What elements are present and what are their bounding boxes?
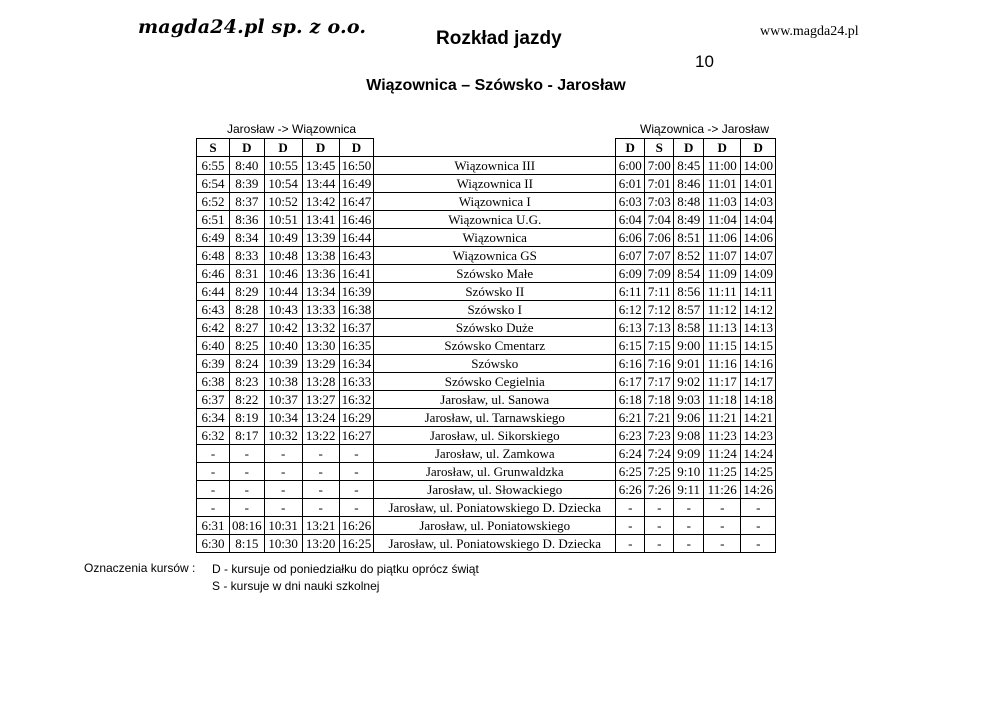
- table-row: [197, 391, 776, 409]
- table-row: [197, 409, 776, 427]
- departure-time-cell: 16:49: [339, 175, 374, 193]
- departure-time-cell: 6:51: [197, 211, 230, 229]
- departure-time-cell: 6:09: [616, 265, 645, 283]
- stop-name-cell: Jarosław, ul. Słowackiego: [374, 481, 616, 499]
- departure-time-cell: -: [302, 463, 339, 481]
- departure-time-cell: 8:45: [674, 157, 704, 175]
- departure-time-cell: 16:37: [339, 319, 374, 337]
- departure-time-cell: 6:49: [197, 229, 230, 247]
- departure-time-cell: 16:39: [339, 283, 374, 301]
- departure-time-cell: 8:56: [674, 283, 704, 301]
- departure-time-cell: 14:06: [741, 229, 776, 247]
- departure-time-cell: 8:15: [230, 535, 265, 553]
- departure-time-cell: 16:41: [339, 265, 374, 283]
- stop-name-cell: Jarosław, ul. Poniatowskiego: [374, 517, 616, 535]
- departure-time-cell: 14:12: [741, 301, 776, 319]
- stop-name-cell: Wiązownica: [374, 229, 616, 247]
- departure-time-cell: 6:30: [197, 535, 230, 553]
- departure-time-cell: 6:24: [616, 445, 645, 463]
- departure-time-cell: 6:55: [197, 157, 230, 175]
- stop-name-cell: Jarosław, ul. Poniatowskiego D. Dziecka: [374, 499, 616, 517]
- stop-name-cell: Wiązownica III: [374, 157, 616, 175]
- departure-time-cell: 13:33: [302, 301, 339, 319]
- departure-time-cell: 6:06: [616, 229, 645, 247]
- departure-time-cell: 8:37: [230, 193, 265, 211]
- departure-time-cell: 13:29: [302, 355, 339, 373]
- departure-time-cell: 14:00: [741, 157, 776, 175]
- departure-time-cell: 14:15: [741, 337, 776, 355]
- departure-time-cell: 6:23: [616, 427, 645, 445]
- departure-time-cell: 13:28: [302, 373, 339, 391]
- departure-time-cell: 7:03: [645, 193, 674, 211]
- departure-time-cell: 13:21: [302, 517, 339, 535]
- table-row: [197, 517, 776, 535]
- departure-time-cell: 7:04: [645, 211, 674, 229]
- direction-label-left: Jarosław -> Wiązownica: [227, 122, 357, 136]
- departure-time-cell: 16:32: [339, 391, 374, 409]
- departure-time-cell: 16:25: [339, 535, 374, 553]
- departure-time-cell: 13:38: [302, 247, 339, 265]
- departure-time-cell: 6:07: [616, 247, 645, 265]
- departure-time-cell: -: [616, 535, 645, 553]
- departure-time-cell: 14:04: [741, 211, 776, 229]
- departure-time-cell: 10:43: [264, 301, 302, 319]
- departure-time-cell: 16:34: [339, 355, 374, 373]
- legend-list: [212, 561, 479, 595]
- table-row: [197, 265, 776, 283]
- stop-name-cell: Szówsko II: [374, 283, 616, 301]
- course-type-header: S: [197, 139, 230, 157]
- departure-time-cell: 11:24: [704, 445, 741, 463]
- departure-time-cell: 10:39: [264, 355, 302, 373]
- departure-time-cell: 7:15: [645, 337, 674, 355]
- departure-time-cell: 6:01: [616, 175, 645, 193]
- document-title: Rozkład jazdy: [436, 28, 562, 49]
- table-row: [197, 445, 776, 463]
- departure-time-cell: 14:07: [741, 247, 776, 265]
- departure-time-cell: 14:18: [741, 391, 776, 409]
- departure-time-cell: -: [616, 499, 645, 517]
- table-row: [197, 481, 776, 499]
- departure-time-cell: 6:42: [197, 319, 230, 337]
- departure-time-cell: 8:40: [230, 157, 265, 175]
- stop-name-cell: Szówsko I: [374, 301, 616, 319]
- departure-time-cell: 10:51: [264, 211, 302, 229]
- departure-time-cell: 10:54: [264, 175, 302, 193]
- departure-time-cell: 14:21: [741, 409, 776, 427]
- departure-time-cell: 6:48: [197, 247, 230, 265]
- departure-time-cell: 13:20: [302, 535, 339, 553]
- departure-time-cell: 7:07: [645, 247, 674, 265]
- departure-time-cell: 11:21: [704, 409, 741, 427]
- departure-time-cell: 7:23: [645, 427, 674, 445]
- departure-time-cell: 8:46: [674, 175, 704, 193]
- departure-time-cell: 16:38: [339, 301, 374, 319]
- departure-time-cell: 14:26: [741, 481, 776, 499]
- departure-time-cell: 10:40: [264, 337, 302, 355]
- departure-time-cell: -: [645, 499, 674, 517]
- departure-time-cell: 14:11: [741, 283, 776, 301]
- departure-time-cell: 6:03: [616, 193, 645, 211]
- departure-time-cell: 10:34: [264, 409, 302, 427]
- departure-time-cell: 7:17: [645, 373, 674, 391]
- departure-time-cell: 6:26: [616, 481, 645, 499]
- legend-item: D - kursuje od poniedziałku do piątku oprócz świąt: [212, 562, 479, 576]
- departure-time-cell: 7:16: [645, 355, 674, 373]
- departure-time-cell: 11:11: [704, 283, 741, 301]
- table-row: [197, 157, 776, 175]
- departure-time-cell: 6:32: [197, 427, 230, 445]
- departure-time-cell: -: [741, 535, 776, 553]
- departure-time-cell: 16:47: [339, 193, 374, 211]
- departure-time-cell: -: [197, 499, 230, 517]
- departure-time-cell: 13:30: [302, 337, 339, 355]
- departure-time-cell: -: [704, 517, 741, 535]
- departure-time-cell: 7:01: [645, 175, 674, 193]
- table-row: [197, 373, 776, 391]
- stop-name-cell: Jarosław, ul. Poniatowskiego D. Dziecka: [374, 535, 616, 553]
- stop-name-cell: Szówsko Duże: [374, 319, 616, 337]
- course-type-header: D: [741, 139, 776, 157]
- departure-time-cell: 10:46: [264, 265, 302, 283]
- departure-time-cell: 6:37: [197, 391, 230, 409]
- course-type-header: D: [674, 139, 704, 157]
- departure-time-cell: 9:09: [674, 445, 704, 463]
- departure-time-cell: -: [230, 481, 265, 499]
- departure-time-cell: -: [264, 499, 302, 517]
- stop-name-cell: Szówsko: [374, 355, 616, 373]
- departure-time-cell: 10:31: [264, 517, 302, 535]
- departure-time-cell: 8:29: [230, 283, 265, 301]
- departure-time-cell: 9:10: [674, 463, 704, 481]
- departure-time-cell: 14:16: [741, 355, 776, 373]
- departure-time-cell: 8:49: [674, 211, 704, 229]
- departure-time-cell: 16:44: [339, 229, 374, 247]
- departure-time-cell: 08:16: [230, 517, 265, 535]
- departure-time-cell: 8:25: [230, 337, 265, 355]
- departure-time-cell: 16:27: [339, 427, 374, 445]
- departure-time-cell: 10:32: [264, 427, 302, 445]
- departure-time-cell: 16:35: [339, 337, 374, 355]
- departure-time-cell: 6:38: [197, 373, 230, 391]
- departure-time-cell: -: [264, 463, 302, 481]
- stop-name-cell: Jarosław, ul. Grunwaldzka: [374, 463, 616, 481]
- departure-time-cell: 6:16: [616, 355, 645, 373]
- departure-time-cell: 10:30: [264, 535, 302, 553]
- departure-time-cell: 11:12: [704, 301, 741, 319]
- departure-time-cell: 13:27: [302, 391, 339, 409]
- departure-time-cell: 6:25: [616, 463, 645, 481]
- stop-name-cell: Jarosław, ul. Sikorskiego: [374, 427, 616, 445]
- departure-time-cell: 6:17: [616, 373, 645, 391]
- table-row: [197, 193, 776, 211]
- departure-time-cell: 8:28: [230, 301, 265, 319]
- departure-time-cell: 11:18: [704, 391, 741, 409]
- departure-time-cell: 6:13: [616, 319, 645, 337]
- departure-time-cell: 14:25: [741, 463, 776, 481]
- departure-time-cell: 11:17: [704, 373, 741, 391]
- table-row: [197, 175, 776, 193]
- course-type-header: D: [616, 139, 645, 157]
- stop-name-cell: Wiązownica I: [374, 193, 616, 211]
- departure-time-cell: -: [230, 463, 265, 481]
- table-row: [197, 301, 776, 319]
- website-url: www.magda24.pl: [760, 24, 859, 39]
- departure-time-cell: 14:23: [741, 427, 776, 445]
- departure-time-cell: 9:11: [674, 481, 704, 499]
- timetable-header-row: [197, 139, 776, 157]
- departure-time-cell: 7:26: [645, 481, 674, 499]
- departure-time-cell: 13:39: [302, 229, 339, 247]
- departure-time-cell: 7:00: [645, 157, 674, 175]
- departure-time-cell: -: [339, 499, 374, 517]
- departure-time-cell: 9:03: [674, 391, 704, 409]
- departure-time-cell: -: [616, 517, 645, 535]
- stop-name-cell: Wiązownica GS: [374, 247, 616, 265]
- departure-time-cell: 13:32: [302, 319, 339, 337]
- departure-time-cell: 16:26: [339, 517, 374, 535]
- table-row: [197, 319, 776, 337]
- table-row: [197, 337, 776, 355]
- departure-time-cell: 8:57: [674, 301, 704, 319]
- departure-time-cell: 6:43: [197, 301, 230, 319]
- departure-time-cell: 8:19: [230, 409, 265, 427]
- departure-time-cell: -: [264, 445, 302, 463]
- departure-time-cell: 8:52: [674, 247, 704, 265]
- departure-time-cell: 10:55: [264, 157, 302, 175]
- departure-time-cell: 6:44: [197, 283, 230, 301]
- departure-time-cell: 6:11: [616, 283, 645, 301]
- departure-time-cell: 11:23: [704, 427, 741, 445]
- departure-time-cell: -: [339, 463, 374, 481]
- departure-time-cell: 6:00: [616, 157, 645, 175]
- departure-time-cell: -: [230, 445, 265, 463]
- departure-time-cell: 14:01: [741, 175, 776, 193]
- departure-time-cell: 14:03: [741, 193, 776, 211]
- departure-time-cell: 9:00: [674, 337, 704, 355]
- table-row: [197, 229, 776, 247]
- direction-label-right: Wiązownica -> Jarosław: [640, 122, 770, 136]
- departure-time-cell: 13:41: [302, 211, 339, 229]
- departure-time-cell: 11:25: [704, 463, 741, 481]
- departure-time-cell: -: [674, 517, 704, 535]
- departure-time-cell: 9:08: [674, 427, 704, 445]
- departure-time-cell: 11:04: [704, 211, 741, 229]
- table-row: [197, 499, 776, 517]
- departure-time-cell: 8:23: [230, 373, 265, 391]
- departure-time-cell: 10:48: [264, 247, 302, 265]
- departure-time-cell: 7:18: [645, 391, 674, 409]
- departure-time-cell: 8:24: [230, 355, 265, 373]
- departure-time-cell: 8:31: [230, 265, 265, 283]
- departure-time-cell: 10:49: [264, 229, 302, 247]
- departure-time-cell: 11:03: [704, 193, 741, 211]
- table-row: [197, 427, 776, 445]
- departure-time-cell: 7:11: [645, 283, 674, 301]
- departure-time-cell: -: [339, 481, 374, 499]
- company-name: magda24.pl sp. z o.o.: [138, 16, 367, 38]
- departure-time-cell: 8:34: [230, 229, 265, 247]
- stop-column-header: [374, 139, 616, 157]
- departure-time-cell: 8:36: [230, 211, 265, 229]
- departure-time-cell: 13:44: [302, 175, 339, 193]
- stop-name-cell: Jarosław, ul. Zamkowa: [374, 445, 616, 463]
- departure-time-cell: 6:21: [616, 409, 645, 427]
- departure-time-cell: 6:15: [616, 337, 645, 355]
- departure-time-cell: 16:33: [339, 373, 374, 391]
- departure-time-cell: 10:38: [264, 373, 302, 391]
- departure-time-cell: -: [197, 481, 230, 499]
- departure-time-cell: 6:31: [197, 517, 230, 535]
- departure-time-cell: 10:44: [264, 283, 302, 301]
- course-type-header: S: [645, 139, 674, 157]
- stop-name-cell: Jarosław, ul. Sanowa: [374, 391, 616, 409]
- departure-time-cell: 16:46: [339, 211, 374, 229]
- stop-name-cell: Jarosław, ul. Tarnawskiego: [374, 409, 616, 427]
- table-row: [197, 535, 776, 553]
- departure-time-cell: 8:48: [674, 193, 704, 211]
- departure-time-cell: -: [645, 535, 674, 553]
- table-row: [197, 283, 776, 301]
- departure-time-cell: 7:09: [645, 265, 674, 283]
- departure-time-cell: -: [339, 445, 374, 463]
- departure-time-cell: 8:27: [230, 319, 265, 337]
- departure-time-cell: -: [741, 517, 776, 535]
- departure-time-cell: 8:17: [230, 427, 265, 445]
- departure-time-cell: 11:07: [704, 247, 741, 265]
- departure-time-cell: 11:06: [704, 229, 741, 247]
- departure-time-cell: 11:13: [704, 319, 741, 337]
- departure-time-cell: 16:29: [339, 409, 374, 427]
- departure-time-cell: 14:13: [741, 319, 776, 337]
- departure-time-cell: -: [674, 535, 704, 553]
- legend-item: S - kursuje w dni nauki szkolnej: [212, 579, 380, 593]
- departure-time-cell: -: [704, 535, 741, 553]
- stop-name-cell: Szówsko Cmentarz: [374, 337, 616, 355]
- course-type-header: D: [339, 139, 374, 157]
- departure-time-cell: 9:02: [674, 373, 704, 391]
- course-type-header: D: [302, 139, 339, 157]
- departure-time-cell: 6:46: [197, 265, 230, 283]
- departure-time-cell: 10:37: [264, 391, 302, 409]
- departure-time-cell: 7:24: [645, 445, 674, 463]
- departure-time-cell: -: [704, 499, 741, 517]
- departure-time-cell: -: [230, 499, 265, 517]
- departure-time-cell: 8:33: [230, 247, 265, 265]
- departure-time-cell: 8:51: [674, 229, 704, 247]
- departure-time-cell: 8:22: [230, 391, 265, 409]
- departure-time-cell: -: [741, 499, 776, 517]
- departure-time-cell: -: [645, 517, 674, 535]
- departure-time-cell: -: [302, 481, 339, 499]
- departure-time-cell: 6:12: [616, 301, 645, 319]
- departure-time-cell: 6:39: [197, 355, 230, 373]
- stop-name-cell: Szówsko Małe: [374, 265, 616, 283]
- departure-time-cell: 6:52: [197, 193, 230, 211]
- departure-time-cell: 6:04: [616, 211, 645, 229]
- departure-time-cell: 9:01: [674, 355, 704, 373]
- departure-time-cell: 13:45: [302, 157, 339, 175]
- departure-time-cell: 9:06: [674, 409, 704, 427]
- departure-time-cell: -: [197, 445, 230, 463]
- departure-time-cell: 13:34: [302, 283, 339, 301]
- legend-label: Oznaczenia kursów :: [84, 561, 196, 575]
- departure-time-cell: 10:52: [264, 193, 302, 211]
- table-row: [197, 463, 776, 481]
- route-title: Wiązownica – Szówsko - Jarosław: [366, 77, 626, 94]
- stop-name-cell: Wiązownica U.G.: [374, 211, 616, 229]
- course-type-header: D: [230, 139, 265, 157]
- departure-time-cell: 7:12: [645, 301, 674, 319]
- departure-time-cell: 13:36: [302, 265, 339, 283]
- departure-time-cell: 6:40: [197, 337, 230, 355]
- timetable: [196, 138, 776, 553]
- table-row: [197, 211, 776, 229]
- departure-time-cell: 16:43: [339, 247, 374, 265]
- departure-time-cell: -: [674, 499, 704, 517]
- departure-time-cell: -: [264, 481, 302, 499]
- departure-time-cell: 8:39: [230, 175, 265, 193]
- departure-time-cell: 11:09: [704, 265, 741, 283]
- table-row: [197, 355, 776, 373]
- departure-time-cell: 7:06: [645, 229, 674, 247]
- departure-time-cell: 10:42: [264, 319, 302, 337]
- departure-time-cell: 6:34: [197, 409, 230, 427]
- departure-time-cell: 13:24: [302, 409, 339, 427]
- departure-time-cell: 14:24: [741, 445, 776, 463]
- departure-time-cell: 14:17: [741, 373, 776, 391]
- departure-time-cell: 11:26: [704, 481, 741, 499]
- departure-time-cell: 7:21: [645, 409, 674, 427]
- departure-time-cell: -: [302, 499, 339, 517]
- departure-time-cell: 6:54: [197, 175, 230, 193]
- departure-time-cell: 11:00: [704, 157, 741, 175]
- departure-time-cell: -: [302, 445, 339, 463]
- departure-time-cell: 8:54: [674, 265, 704, 283]
- stop-name-cell: Wiązownica II: [374, 175, 616, 193]
- departure-time-cell: 11:01: [704, 175, 741, 193]
- departure-time-cell: 14:09: [741, 265, 776, 283]
- departure-time-cell: -: [197, 463, 230, 481]
- course-type-header: D: [704, 139, 741, 157]
- departure-time-cell: 13:22: [302, 427, 339, 445]
- departure-time-cell: 6:18: [616, 391, 645, 409]
- page-number: 10: [695, 52, 714, 71]
- table-row: [197, 247, 776, 265]
- course-type-header: D: [264, 139, 302, 157]
- departure-time-cell: 7:13: [645, 319, 674, 337]
- departure-time-cell: 11:15: [704, 337, 741, 355]
- stop-name-cell: Szówsko Cegielnia: [374, 373, 616, 391]
- departure-time-cell: 7:25: [645, 463, 674, 481]
- departure-time-cell: 8:58: [674, 319, 704, 337]
- departure-time-cell: 13:42: [302, 193, 339, 211]
- departure-time-cell: 11:16: [704, 355, 741, 373]
- departure-time-cell: 16:50: [339, 157, 374, 175]
